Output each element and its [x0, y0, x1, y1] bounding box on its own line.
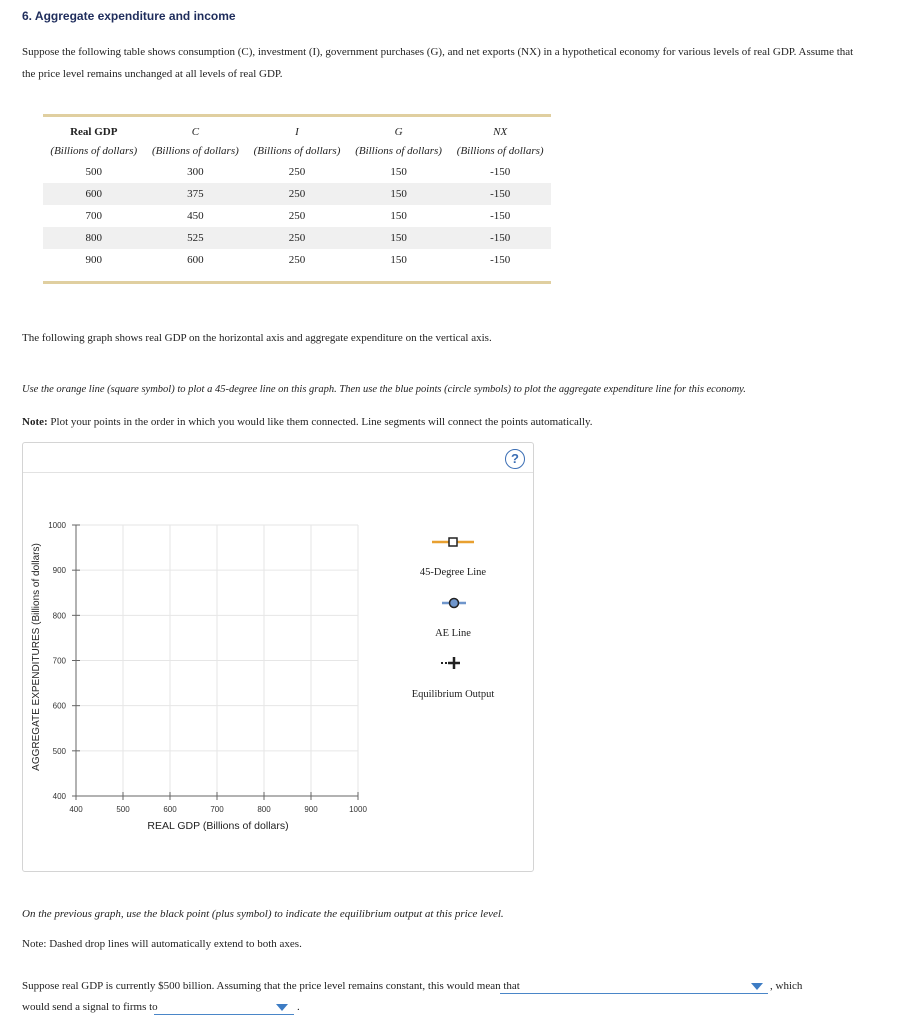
square-symbol-icon [449, 538, 457, 546]
table-cell: 450 [187, 210, 204, 222]
circle-symbol-icon [450, 599, 459, 608]
x-tick-labels [69, 805, 367, 814]
table-cell: 800 [43, 227, 145, 249]
legend-ae-tool[interactable] [442, 599, 466, 608]
table-cell: 900 [85, 254, 103, 266]
subheader: (Billions of dollars) [152, 145, 239, 157]
plot-instruction: Use the orange line (square symbol) to plot a 45-degree line on this graph. Then use the blue points (circle symbols) to plot the aggregate expenditure line for this economy. [22, 384, 746, 395]
table-cell: -150 [490, 210, 511, 222]
data-table [43, 114, 551, 285]
x-axis-label: REAL GDP (Billions of dollars) [147, 820, 289, 832]
graph-intro: The following graph shows real GDP on the horizontal axis and aggregate expenditure on the vertical axis. [22, 332, 492, 344]
graph-svg [23, 443, 533, 871]
note-2 [22, 933, 302, 955]
y-tick-label: 400 [52, 792, 66, 801]
table-bottom-rule [43, 281, 551, 284]
subheader: (Billions of dollars) [50, 145, 138, 157]
legend-45-degree-tool[interactable] [432, 538, 474, 546]
ticks [72, 525, 358, 800]
y-tick-label: 700 [52, 656, 66, 666]
header-g: G [394, 125, 403, 138]
y-tick-label: 600 [52, 701, 66, 711]
table-cell: 250 [288, 254, 306, 266]
subheader: (Billions of dollars) [253, 145, 341, 157]
table-cell: 375 [145, 183, 247, 205]
question-part-1: Suppose real GDP is currently $500 billion. Assuming that the price level remains constant, this would mean that [22, 980, 520, 992]
table-cell: -150 [449, 183, 551, 205]
note-1 [22, 411, 593, 433]
header-i: I [295, 125, 299, 138]
table-row [43, 227, 551, 249]
header-real-gdp: Real GDP [70, 125, 118, 138]
table-cell: -150 [490, 254, 511, 266]
chevron-down-icon[interactable] [276, 1004, 288, 1011]
table-cell: 250 [288, 166, 306, 178]
legend-label-eq: Equilibrium Output [411, 689, 495, 700]
header-c: C [191, 125, 200, 138]
x-tick-label: 1000 [349, 805, 367, 814]
legend-equilibrium-tool[interactable] [441, 657, 460, 669]
y-tick-label: 800 [52, 611, 66, 621]
note-2-label: Note: [22, 938, 47, 950]
table-cell: 250 [246, 227, 348, 249]
table-row [43, 183, 551, 205]
table-cell: 500 [85, 166, 103, 178]
subheader: (Billions of dollars) [355, 145, 442, 157]
table-cell: 150 [390, 210, 407, 222]
x-tick-label: 600 [163, 805, 177, 814]
table-row [43, 205, 551, 227]
grid [76, 525, 358, 796]
y-axis-label: AGGREGATE EXPENDITURES (Billions of dollars) [31, 543, 42, 771]
subheader: (Billions of dollars) [456, 145, 544, 157]
dropdown-1-underline [500, 993, 768, 994]
dropdown-2-underline [154, 1014, 294, 1015]
table-top-rule [43, 114, 551, 117]
legend-label-45: 45-Degree Line [419, 567, 487, 578]
table-row [43, 249, 551, 271]
y-tick-label: 1000 [48, 521, 66, 530]
dropdown-1[interactable] [500, 980, 768, 994]
page-title: 6. Aggregate expenditure and income [22, 9, 236, 23]
table-cell: 150 [390, 254, 407, 266]
table-cell: 600 [187, 254, 204, 266]
legend-label-ae: AE Line [435, 628, 471, 639]
question-end: . [297, 1001, 300, 1013]
table-cell: 150 [348, 227, 450, 249]
table-header-row [43, 122, 551, 141]
x-tick-label: 700 [210, 805, 224, 814]
intro-text [22, 41, 882, 85]
intro-line-1: Suppose the following table shows consumption (C), investment (I), government purchases (G), and net exports (NX) in a hypothetical economy for various levels of real GDP. Assume that [22, 46, 854, 58]
table-subheader-row [43, 141, 551, 161]
question-part-2: , which [770, 980, 803, 992]
table-cell: 600 [43, 183, 145, 205]
x-tick-label: 500 [116, 805, 130, 814]
y-tick-labels [48, 521, 66, 801]
table-cell: 300 [187, 166, 204, 178]
x-tick-label: 400 [69, 805, 83, 814]
x-tick-label: 900 [304, 805, 318, 814]
chevron-down-icon[interactable] [751, 983, 763, 990]
table-cell: 250 [288, 210, 306, 222]
intro-line-2: the price level remains unchanged at all levels of real GDP. [22, 68, 283, 80]
table-cell: 700 [85, 210, 103, 222]
equilibrium-instruction: On the previous graph, use the black point (plus symbol) to indicate the equilibrium output at this price level. [22, 908, 504, 920]
table-cell: 150 [348, 183, 450, 205]
dropdown-2[interactable] [154, 1001, 294, 1015]
table-cell: 525 [145, 227, 247, 249]
note-2-text: Dashed drop lines will automatically extend to both axes. [49, 938, 302, 950]
table-cell: 150 [390, 166, 407, 178]
y-tick-label: 500 [52, 746, 66, 756]
table-cell: -150 [449, 227, 551, 249]
graph-panel[interactable] [22, 442, 534, 872]
header-nx: NX [493, 125, 508, 138]
table-cell: -150 [490, 166, 511, 178]
x-tick-label: 800 [257, 805, 271, 814]
table-cell: 250 [246, 183, 348, 205]
note-1-label: Note: [22, 416, 48, 428]
y-tick-label: 900 [52, 566, 66, 576]
table-row [43, 161, 551, 183]
help-button[interactable]: ? [505, 449, 525, 469]
note-1-text: Plot your points in the order in which you would like them connected. Line segments will connect the points automatically. [50, 416, 593, 428]
question-part-3: would send a signal to firms to [22, 1001, 158, 1013]
